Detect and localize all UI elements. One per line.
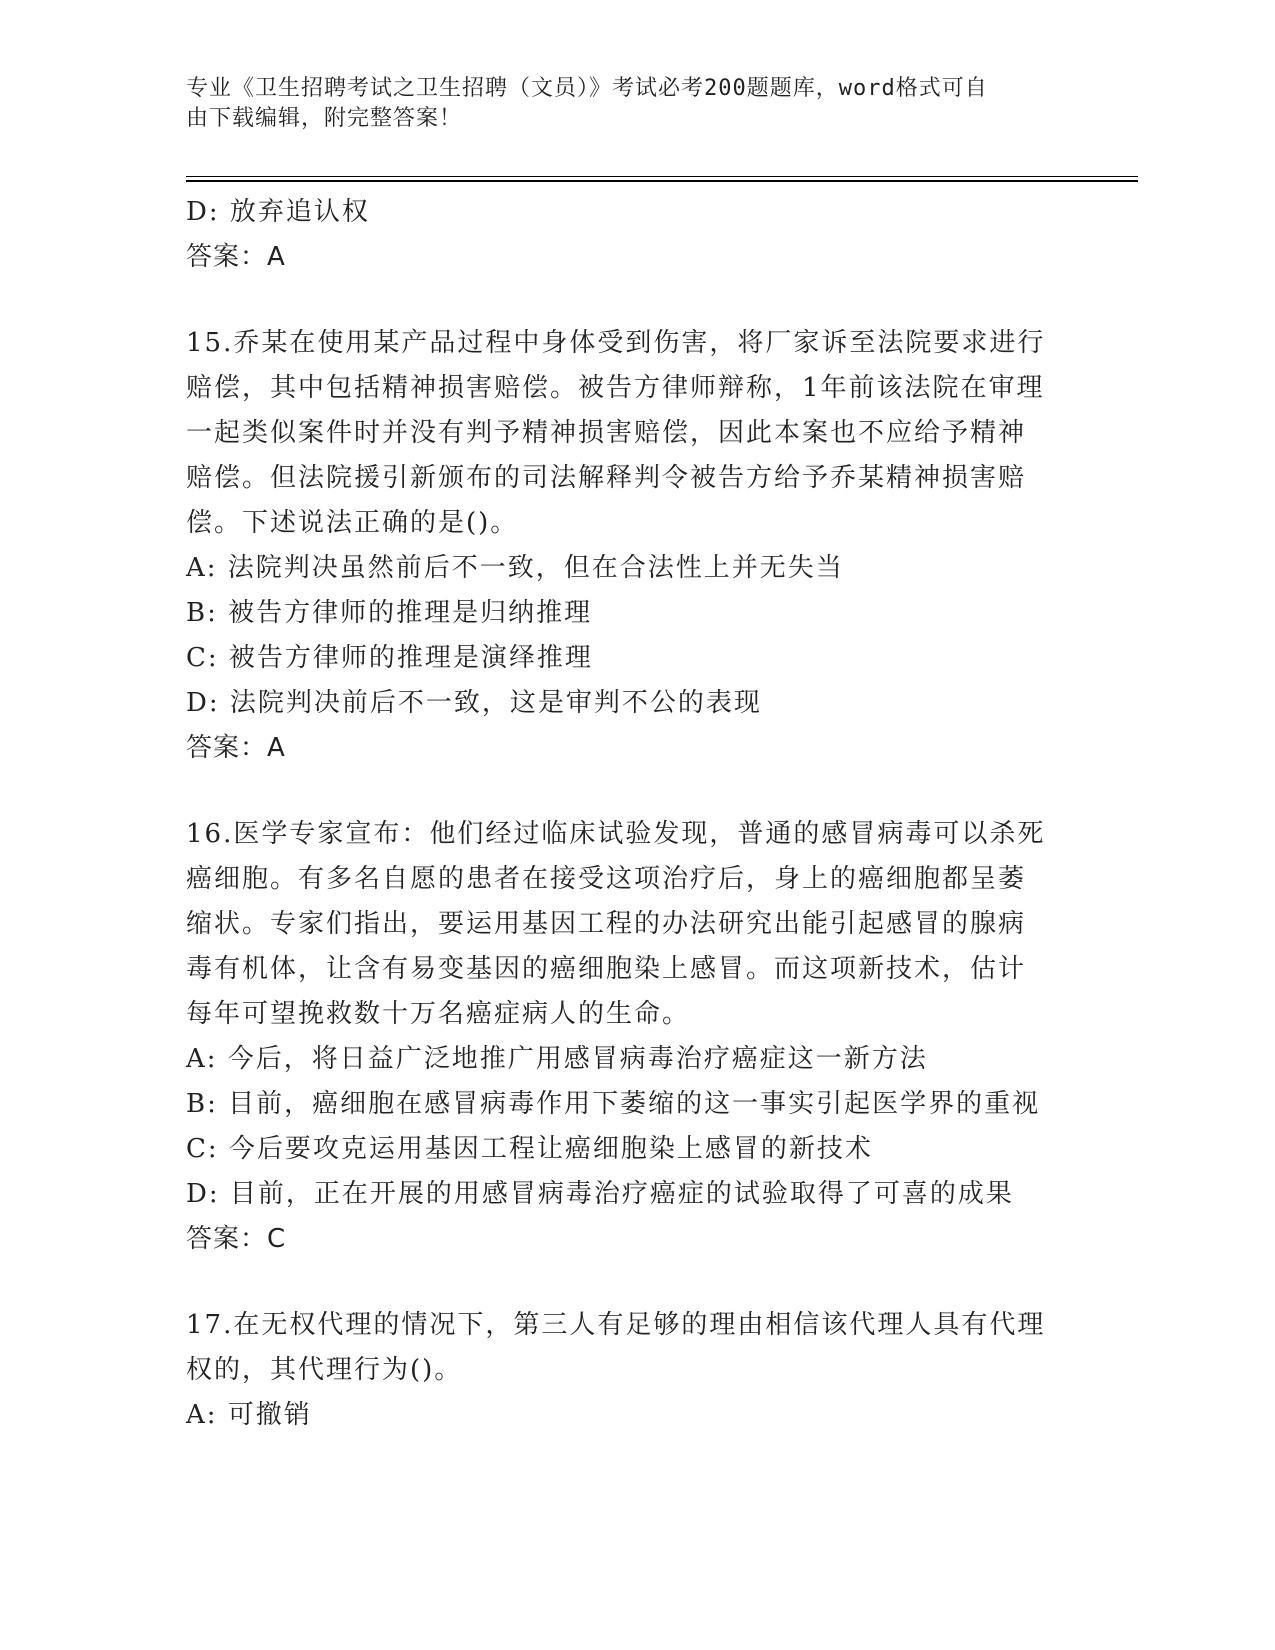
- question-text-line: 15.乔某在使用某产品过程中身体受到伤害，将厂家诉至法院要求进行: [186, 328, 1046, 358]
- header-line-1: 专业《卫生招聘考试之卫生招聘（文员）》考试必考200题题库，word格式可自: [186, 76, 988, 101]
- option-line: A: 法院判决虽然前后不一致，但在合法性上并无失当: [186, 553, 844, 583]
- option-line: B: 被告方律师的推理是归纳推理: [186, 598, 593, 628]
- question-text-line: 一起类似案件时并没有判予精神损害赔偿，因此本案也不应给予精神: [186, 418, 1027, 448]
- option-line: B: 目前，癌细胞在感冒病毒作用下萎缩的这一事实引起医学界的重视: [186, 1089, 1041, 1119]
- answer-line: 答案：A: [186, 733, 286, 763]
- question-text-line: 癌细胞。有多名自愿的患者在接受这项治疗后，身上的癌细胞都呈萎: [186, 864, 1027, 894]
- question-text-line: 偿。下述说法正确的是()。: [186, 508, 519, 538]
- block-gap: [186, 280, 1086, 321]
- header-rule-thin: [186, 176, 1138, 177]
- option-line: D: 目前，正在开展的用感冒病毒治疗癌症的试验取得了可喜的成果: [186, 1179, 1014, 1209]
- option-line: C: 被告方律师的推理是演绎推理: [186, 643, 593, 673]
- question-content: [186, 190, 1086, 1438]
- option-line: C: 今后要攻克运用基因工程让癌细胞染上感冒的新技术: [186, 1134, 873, 1164]
- header-line-2: 由下载编辑，附完整答案！: [186, 106, 463, 131]
- header-rule-thick: [186, 180, 1138, 182]
- question-block: [186, 812, 1086, 1262]
- question-text-line: 16.医学专家宣布：他们经过临床试验发现，普通的感冒病毒可以杀死: [186, 819, 1046, 849]
- document-header: [186, 74, 1066, 134]
- question-text-line: 毒有机体，让含有易变基因的癌细胞染上感冒。而这项新技术，估计: [186, 954, 1027, 984]
- answer-line: 答案：A: [186, 242, 286, 272]
- block-gap: [186, 771, 1086, 812]
- question-text-line: 每年可望挽救数十万名癌症病人的生命。: [186, 999, 691, 1029]
- question-text-line: 缩状。专家们指出，要运用基因工程的办法研究出能引起感冒的腺病: [186, 909, 1027, 939]
- option-line: D: 法院判决前后不一致，这是审判不公的表现: [186, 688, 762, 718]
- question-block: [186, 190, 1086, 280]
- question-text-line: 权的，其代理行为()。: [186, 1355, 463, 1385]
- option-line: A: 今后，将日益广泛地推广用感冒病毒治疗癌症这一新方法: [186, 1044, 928, 1074]
- question-text-line: 赔偿，其中包括精神损害赔偿。被告方律师辩称，1年前该法院在审理: [186, 373, 1045, 403]
- question-block: [186, 1303, 1086, 1438]
- option-line: D: 放弃追认权: [186, 197, 370, 227]
- option-line: A: 可撤销: [186, 1400, 312, 1430]
- answer-line: 答案：C: [186, 1224, 287, 1254]
- question-block: [186, 321, 1086, 771]
- question-text-line: 17.在无权代理的情况下，第三人有足够的理由相信该代理人具有代理: [186, 1310, 1046, 1340]
- question-text-line: 赔偿。但法院援引新颁布的司法解释判令被告方给予乔某精神损害赔: [186, 463, 1027, 493]
- block-gap: [186, 1262, 1086, 1303]
